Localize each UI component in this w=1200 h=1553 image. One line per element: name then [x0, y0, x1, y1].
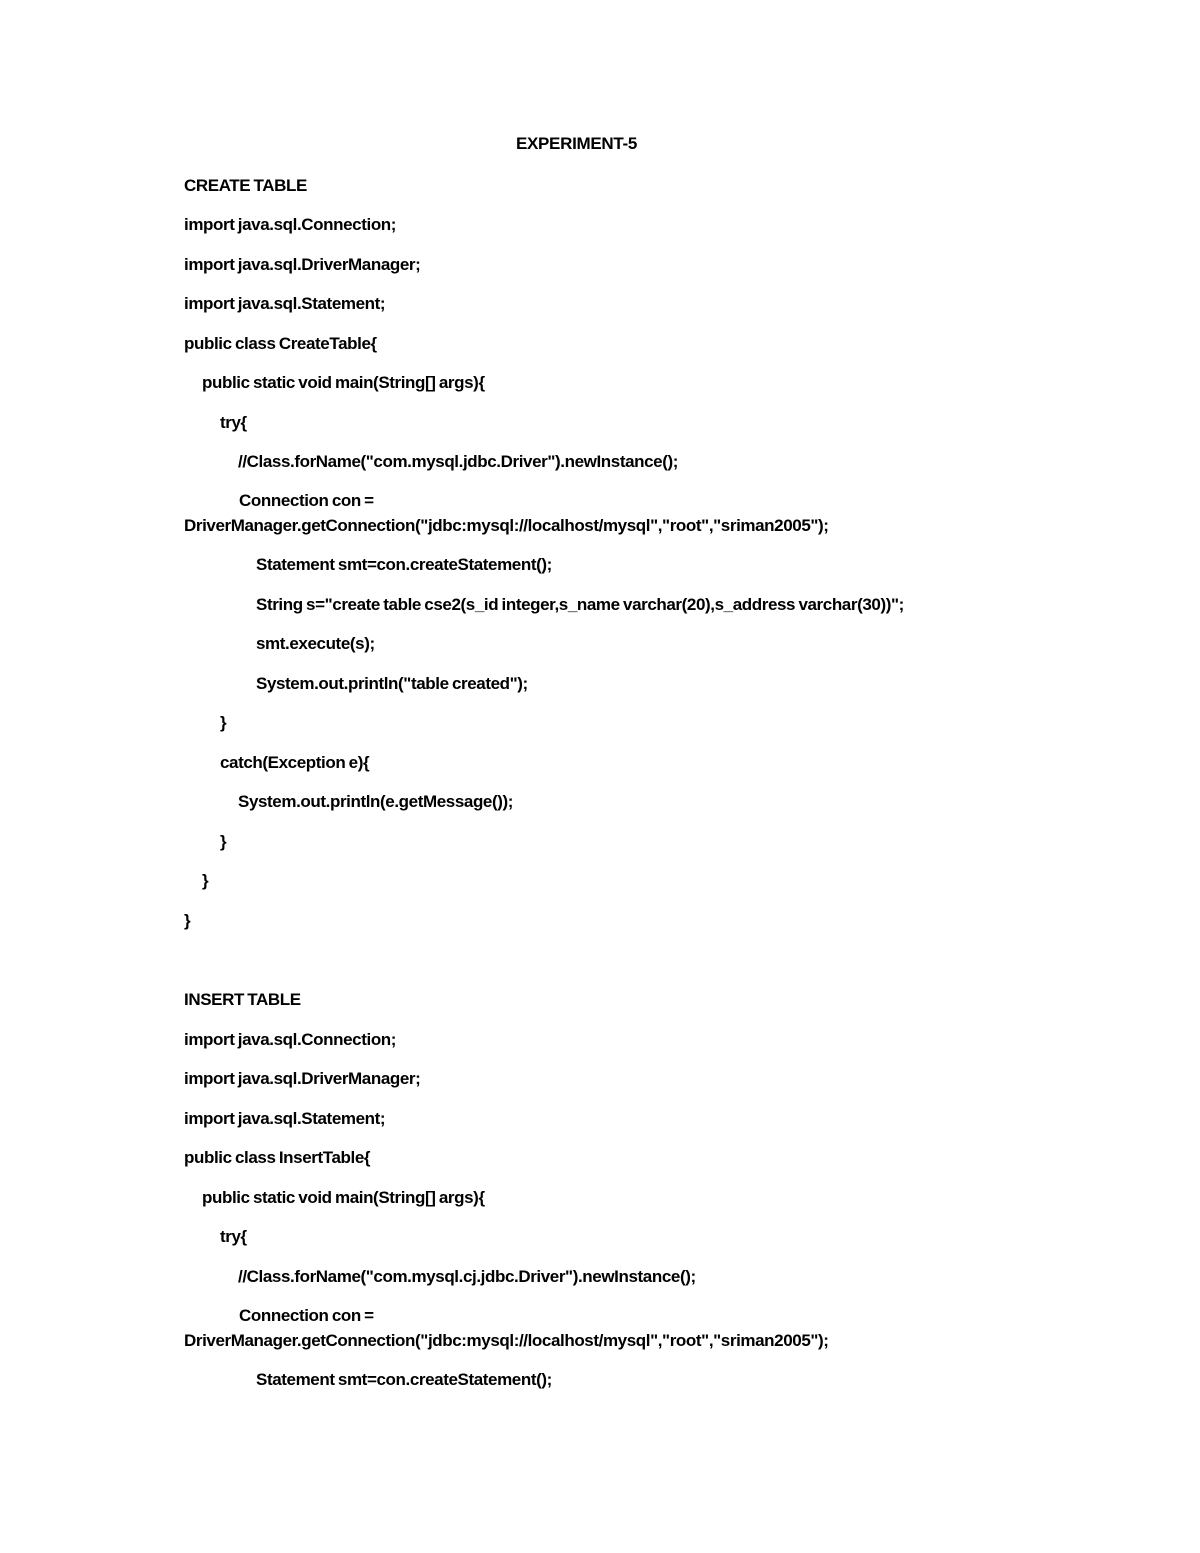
- section-heading-create-table: CREATE TABLE: [184, 176, 307, 195]
- section-heading-insert-table: INSERT TABLE: [184, 990, 301, 1009]
- code-line: import java.sql.DriverManager;: [184, 255, 421, 274]
- code-line: import java.sql.Connection;: [184, 215, 397, 234]
- code-line: smt.execute(s);: [256, 634, 375, 653]
- code-line: public static void main(String[] args){: [202, 373, 485, 392]
- code-line: try{: [220, 1227, 247, 1246]
- code-line: Connection con =: [239, 491, 374, 510]
- code-line: }: [220, 832, 227, 851]
- code-line: public class CreateTable{: [184, 334, 377, 353]
- code-line: }: [202, 871, 209, 890]
- code-line: try{: [220, 413, 247, 432]
- code-line: //Class.forName("com.mysql.cj.jdbc.Driver").newInstance();: [238, 1267, 696, 1286]
- code-line: DriverManager.getConnection("jdbc:mysql://localhost/mysql","root","sriman2005");: [184, 1331, 829, 1350]
- code-line: public class InsertTable{: [184, 1148, 371, 1167]
- code-line: import java.sql.DriverManager;: [184, 1069, 421, 1088]
- code-line: import java.sql.Statement;: [184, 1109, 386, 1128]
- code-line: DriverManager.getConnection("jdbc:mysql://localhost/mysql","root","sriman2005");: [184, 516, 829, 535]
- code-line: Statement smt=con.createStatement();: [256, 1370, 552, 1389]
- code-line: import java.sql.Connection;: [184, 1030, 397, 1049]
- code-line: }: [184, 911, 191, 930]
- code-line: catch(Exception e){: [220, 753, 370, 772]
- code-line: System.out.println(e.getMessage());: [238, 792, 514, 811]
- document-title: EXPERIMENT-5: [515, 134, 638, 153]
- code-line: import java.sql.Statement;: [184, 294, 386, 313]
- code-line: System.out.println("table created");: [256, 674, 528, 693]
- code-line: public static void main(String[] args){: [202, 1188, 485, 1207]
- code-line: Connection con =: [239, 1306, 374, 1325]
- code-line: Statement smt=con.createStatement();: [256, 555, 552, 574]
- code-line: String s="create table cse2(s_id integer,s_name varchar(20),s_address varchar(30))";: [256, 595, 904, 614]
- code-line: }: [220, 713, 227, 732]
- code-line: //Class.forName("com.mysql.jdbc.Driver").newInstance();: [238, 452, 679, 471]
